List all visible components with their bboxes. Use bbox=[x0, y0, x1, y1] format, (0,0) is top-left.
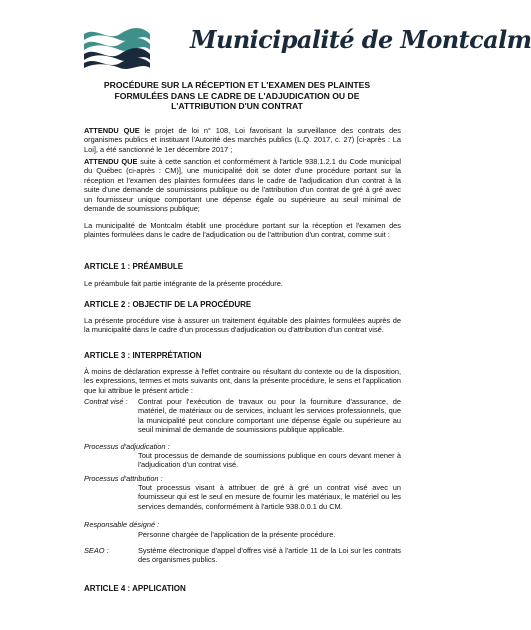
article-3-text: À moins de déclaration expresse à l'effet contraire ou résultant du contexte ou de la disposition, les expressions, termes et mots suivants ont, dans la présente procédure, le sens et l'application que lui attribue le présent article : bbox=[84, 367, 401, 395]
title-line: PROCÉDURE SUR LA RÉCEPTION ET L'EXAMEN DES PLAINTES bbox=[103, 80, 371, 90]
article-1-text: Le préambule fait partie intégrante de la présente procédure. bbox=[84, 279, 283, 288]
definition-term-seao: SEAO : bbox=[84, 546, 109, 555]
definition-term-processus-attribution: Processus d'attribution : bbox=[84, 474, 163, 483]
article-2-text: La présente procédure vise à assurer un traitement équitable des plaintes formulées auprès de la municipalité dans le cadre d'un processus d'adjudication ou d'attribution d'un contrat visé. bbox=[84, 316, 401, 335]
title-line: FORMULÉES DANS LE CADRE DE L'ADJUDICATION OU DE bbox=[114, 90, 360, 101]
attendu-text: le projet de loi n° 108, Loi favorisant la surveillance des contrats des organismes publics et instituant l'Autorité des marchés publics (L.Q. 2017, c. 27) [ci-après : La Loi], a été sanctionné le 1er décembre 2017 ; bbox=[84, 126, 401, 154]
wave-logo-icon bbox=[82, 26, 152, 70]
definition-term-processus-adjudication: Processus d'adjudication : bbox=[84, 442, 170, 451]
intro-paragraph: La municipalité de Montcalm établit une procédure portant sur la réception et l'examen des plaintes formulées dans le cadre de l'adjudication ou de l'attribution d'un contrat, comme suit : bbox=[84, 221, 401, 240]
article-2-heading: ARTICLE 2 : OBJECTIF DE LA PROCÉDURE bbox=[84, 300, 252, 309]
attendu-label: ATTENDU QUE bbox=[84, 126, 140, 135]
definition-text-responsable-designe: Personne chargée de l'application de la présente procédure. bbox=[138, 530, 336, 539]
attendu-text: suite à cette sanction et conformément à l'article 938.1.2.1 du Code municipal du Québec (ci-après : CM)], une municipalité doit se doter d'une procédure portant sur la réception et l'examen des plaintes formulées dans le cadre de l'adjudication d'un contrat à la suite d'une demande de soumissions publique ou de l'attribution d'un contrat de gré à gré avec un fournisseur unique comportant une dépense égale ou supérieure au seuil minimal de demande de soumissions publique; bbox=[84, 157, 402, 214]
definition-term-responsable-designe: Responsable désigné : bbox=[84, 520, 160, 529]
attendu-label: ATTENDU QUE bbox=[84, 157, 138, 166]
definition-text-seao: Système électronique d'appel d'offres visé à l'article 11 de la Loi sur les contrats des organismes publics. bbox=[138, 546, 401, 565]
title-line: L'ATTRIBUTION D'UN CONTRAT bbox=[171, 101, 303, 112]
attendu-paragraph-2 bbox=[84, 157, 401, 213]
document-title bbox=[70, 80, 404, 112]
definition-term-contrat-vise: Contrat visé : bbox=[84, 397, 128, 406]
definition-text-processus-attribution: Tout processus visant à attribuer de gré à gré un contrat visé avec un fournisseur qui est le seul en mesure de fournir les matériaux, le matériel ou les services demandés, conformément à l'article 938.0.0.1 du CM. bbox=[138, 483, 401, 511]
article-4-heading: ARTICLE 4 : APPLICATION bbox=[84, 584, 186, 593]
definition-text-processus-adjudication: Tout processus de demande de soumissions publique en cours devant mener à l'adjudication d'un contrat visé. bbox=[138, 451, 401, 470]
municipality-logo-text: Municipalité de Montcalm bbox=[190, 25, 531, 54]
article-3-heading: ARTICLE 3 : INTERPRÉTATION bbox=[84, 351, 202, 360]
attendu-paragraph-1 bbox=[84, 126, 401, 154]
definition-text-contrat-vise: Contrat pour l'exécution de travaux ou pour la fourniture d'assurance, de matériel, de matériaux ou de services, incluant les services professionnels, que la municipalité peut conclure comportant une dépense égale ou supérieure au seuil minimal de demande de soumissions publique applicable. bbox=[138, 397, 401, 435]
article-1-heading: ARTICLE 1 : PRÉAMBULE bbox=[84, 262, 184, 271]
